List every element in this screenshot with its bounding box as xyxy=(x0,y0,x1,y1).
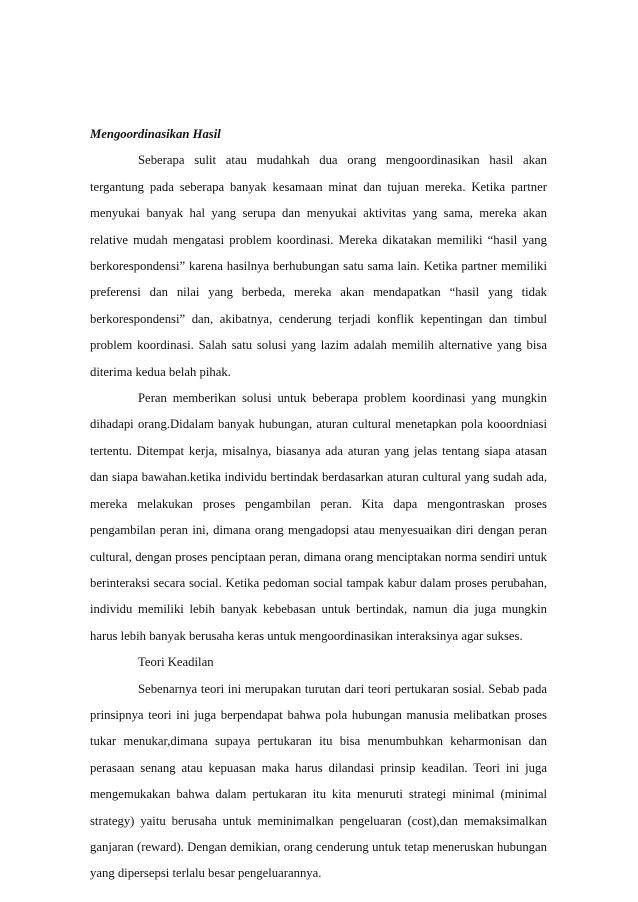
section-heading: Mengoordinasikan Hasil xyxy=(90,127,221,141)
document-body xyxy=(90,121,547,887)
section-subheading: Teori Keadilan xyxy=(138,655,214,670)
paragraph-3: Sebenarnya teori ini merupakan turutan dari teori pertukaran sosial. Sebab pada prinsipnya teori ini juga berpendapat bahwa pola hubungan manusia melibatkan proses tukar menukar,dimana supaya pertukaran itu bisa menumbuhkan keharmonisan dan perasaan senang atau kepuasan maka harus dilandasi prinsip keadilan. Teori ini juga mengemukakan bahwa dalam pertukaran itu kita menuruti strategi minimal (minimal strategy) yaitu berusaha untuk meminimalkan pengeluaran (cost),dan memaksimalkan ganjaran (reward). Dengan demikian, orang cenderung untuk tetap meneruskan hubungan yang dipersepsi terlalu besar pengeluarannya. xyxy=(90,681,547,881)
paragraph-1: Seberapa sulit atau mudahkah dua orang mengoordinasikan hasil akan tergantung pada seberapa banyak kesamaan minat dan tujuan mereka. Ketika partner menyukai banyak hal yang serupa dan menyukai aktivitas yang sama, mereka akan relative mudah mengatasi problem koordinasi. Mereka dikatakan memiliki “hasil yang berkorespondensi” karena hasilnya berhubungan satu sama lain. Ketika partner memiliki preferensi dan nilai yang berbeda, mereka akan mendapatkan “hasil yang tidak berkorespondensi” dan, akibatnya, cenderung terjadi konflik kepentingan dan timbul problem koordinasi. Salah satu solusi yang lazim adalah memilih alternative yang bisa diterima kedua belah pihak. xyxy=(90,153,547,379)
paragraph-2: Peran memberikan solusi untuk beberapa problem koordinasi yang mungkin dihadapi orang.Didalam banyak hubungan, aturan cultural menetapkan pola kooordniasi tertentu. Ditempat kerja, misalnya, biasanya ada aturan yang jelas tentang siapa atasan dan siapa bawahan.ketika individu bertindak berdasarkan aturan cultural yang sudah ada, mereka melakukan proses pengambilan peran. Kita dapa mengontraskan proses pengambilan peran ini, dimana orang mengadopsi atau menyesuaikan diri dengan peran cultural, dengan proses penciptaan peran, dimana orang menciptakan norma sendiri untuk berinteraksi secara social. Ketika pedoman social tampak kabur dalam proses perubahan, individu memiliki lebih banyak kebebasan untuk bertindak, namun dia juga mungkin harus lebih banyak berusaha keras untuk mengoordinasikan interaksinya agar sukses. xyxy=(90,391,547,643)
